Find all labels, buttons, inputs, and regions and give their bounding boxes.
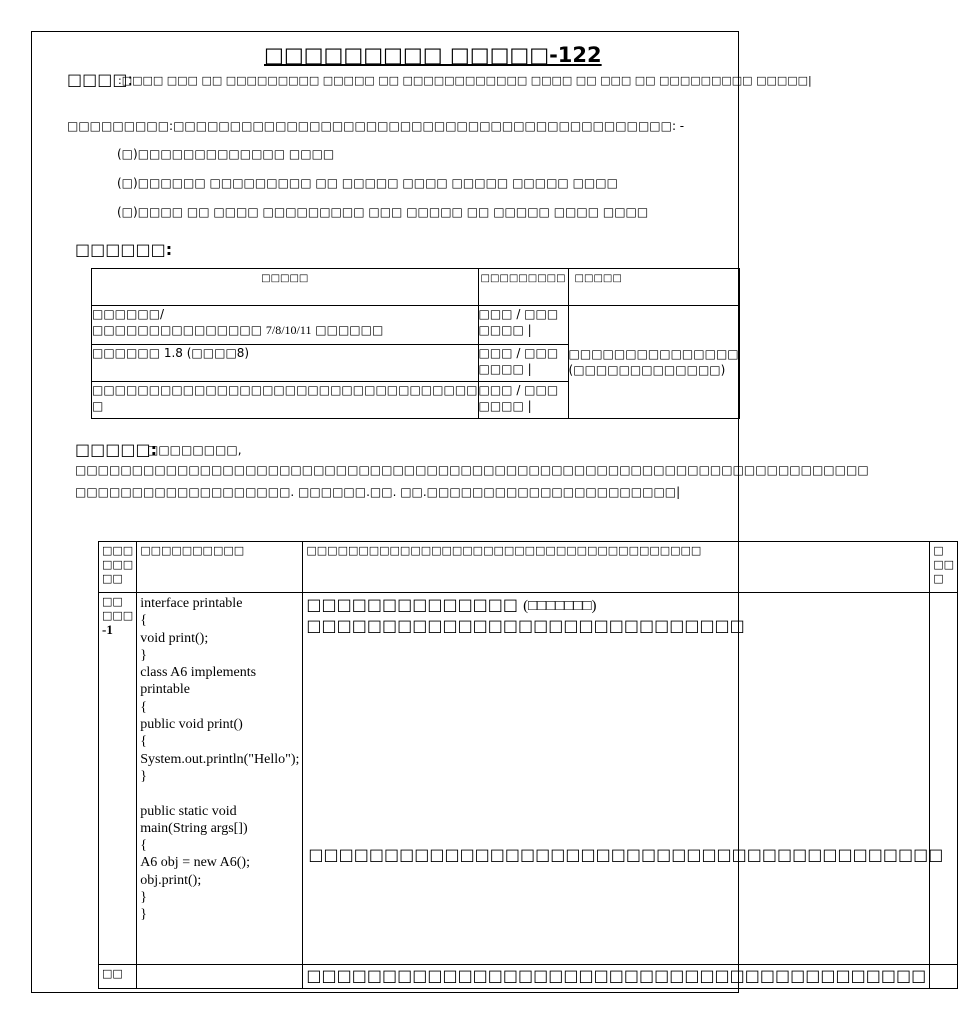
- code-line: [140, 785, 299, 802]
- remark-line: □□□□□□□□□□□□□□□: [568, 347, 739, 361]
- program-header-row: [99, 542, 958, 593]
- code-line: main(String args[]): [140, 820, 248, 836]
- col-header-output: □□□□□□□□□□□□□□□□□□□□□□□□□□□□□□□□□□□□□□: [303, 542, 930, 593]
- code-line: obj.print();: [140, 872, 202, 888]
- code-line: interface printable: [140, 596, 243, 611]
- program-serial-cell: □□: [99, 965, 137, 989]
- resource-name-line: □□□□□□/: [92, 307, 165, 321]
- col-header-program: □□□□□□□□□□: [137, 542, 303, 593]
- code-line: }: [140, 768, 147, 784]
- table-header-row: [92, 269, 740, 306]
- program-sign-cell: [930, 965, 958, 989]
- code-line: void print();: [140, 630, 209, 646]
- resource-name-line: □□□□□□□□□□□□□□□□□□□□□□□□□□□□□□□□□□: [92, 383, 478, 397]
- resource-qty-cell: □□□ / □□□ □□□□ |: [478, 306, 568, 345]
- requirements-heading: □□□□□□□□□:□□□□□□□□□□□□□□□□□□□□□□□□□□□□□□□□□□□□□□□□□□□□: -: [67, 119, 685, 133]
- code-line: printable: [140, 682, 190, 698]
- program-serial-cell: [99, 593, 137, 965]
- theory-label: □□□□□:: [75, 440, 157, 459]
- requirement-item: (□)□□□□□□□□□□□□□ □□□□: [117, 147, 335, 161]
- code-line: A6 obj = new A6();: [140, 855, 250, 871]
- theory-text-line: □□□□□□□□□□□□□□□□□□□. □□□□□□.□□. □□.□□□□□□□□□□□□□□□□□□□□□□|: [75, 485, 681, 499]
- resource-name-cell: [92, 382, 479, 419]
- resource-name-cell: [92, 345, 479, 382]
- code-line: public static void: [140, 803, 237, 819]
- program-serial-label: □□ □□□: [102, 595, 134, 622]
- resource-name-text: □□□□□□□□□□□□□□□: [92, 323, 266, 337]
- resource-name-line: [92, 322, 478, 338]
- code-line: {: [140, 838, 147, 854]
- col-header-name: □□□□□: [92, 269, 479, 306]
- col-header-serial: □□□ □□□ □□: [99, 542, 137, 593]
- program-output-cell: [303, 593, 944, 965]
- program-row: [99, 593, 958, 965]
- program-output-cell: □□□□□□□□□□□□□□□□□□□□□□□□□□□□□□□□□□□□□□□□□: [303, 965, 930, 989]
- code-line: {: [140, 734, 147, 750]
- theory-subtitle: □□□□□□□□,: [147, 443, 242, 457]
- resource-name-text: □□□□□□: [311, 323, 384, 337]
- resource-name-text: 1.8 (□□□□8): [163, 346, 250, 360]
- code-line: }: [140, 647, 147, 663]
- resources-label: □□□□□□:: [75, 240, 173, 259]
- col-header-quantity: □□□□□□□□□: [478, 269, 568, 306]
- code-line: }: [140, 907, 147, 923]
- program-sign-cell: [930, 593, 958, 965]
- code-line: {: [140, 613, 147, 629]
- resources-table: [91, 268, 740, 419]
- requirement-item: (□)□□□□□□ □□□□□□□□□ □□ □□□□□ □□□□ □□□□□ □□□□□ □□□□: [117, 176, 618, 190]
- resource-qty-cell: □□□ / □□□ □□□□ |: [478, 345, 568, 382]
- code-line: }: [140, 890, 147, 906]
- resource-name-text: □□□□□□: [92, 346, 164, 360]
- program-serial-number: -1: [102, 622, 113, 637]
- resource-name-line: □: [92, 399, 104, 413]
- aim-text: [118, 74, 812, 87]
- code-line: class A6 implements: [140, 665, 257, 681]
- resource-remark-cell: [568, 306, 739, 419]
- col-header-sign: □ □□ □: [930, 542, 958, 593]
- program-table: [98, 541, 958, 989]
- col-header-remark: □□□□□: [568, 269, 739, 306]
- aim-text-value: :□□□□ □□□ □□ □□□□□□□□□ □□□□□ □□ □□□□□□□□□□□□ □□□□ □□ □□□ □□ □□□□□□□□□ □□□□□|: [118, 74, 812, 87]
- practical-title: □□□□□□□□□ □□□□□-122: [264, 43, 602, 67]
- resource-name-version: 7/8/10/11: [265, 323, 312, 337]
- table-row: [92, 306, 740, 345]
- resource-name-cell: [92, 306, 479, 345]
- requirement-item: (□)□□□□ □□ □□□□ □□□□□□□□□ □□□ □□□□□ □□ □□□□□ □□□□ □□□□: [117, 205, 649, 219]
- output-line: [306, 595, 926, 616]
- program-code-cell: [137, 593, 303, 965]
- output-text: □□□□□□□□□□□□□□: [306, 595, 524, 614]
- output-line: □□□□□□□□□□□□□□□□□□□□□□□□□□□□□: [306, 616, 745, 635]
- code-block: [140, 595, 299, 924]
- resource-qty-cell: □□□ / □□□ □□□□ |: [478, 382, 568, 419]
- output-result-line: □□□□□□□□□□□□□□□□□□□□□□□□□□□□□□□□□□□□□□□□□□: [308, 845, 944, 864]
- output-text: (□□□□□□□): [523, 598, 597, 614]
- program-code-cell: [137, 965, 303, 989]
- code-line: System.out.println("Hello");: [140, 751, 300, 767]
- program-row: [99, 965, 958, 989]
- code-line: public void print(): [140, 717, 243, 733]
- code-line: {: [140, 699, 147, 715]
- remark-line: (□□□□□□□□□□□□□): [568, 363, 726, 377]
- theory-text-line: □□□□□□□□□□□□□□□□□□□□□□□□□□□□□□□□□□□□□□□□□□□□□□□□□□□□□□□□□□□□□□□□□□□□□□: [75, 463, 869, 477]
- aim-label: □□□□:: [67, 70, 133, 89]
